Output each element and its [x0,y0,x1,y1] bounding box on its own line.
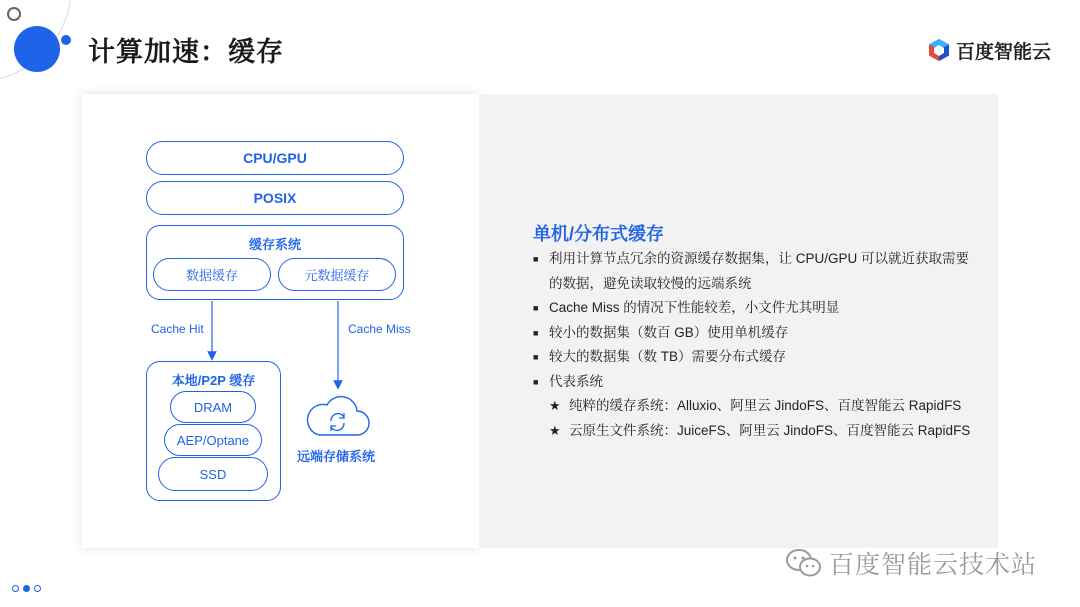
square-bullet-icon: ■ [533,254,539,264]
pager-dot[interactable] [12,585,19,592]
data-cache-pill: 数据缓存 [153,258,271,291]
cpu-gpu-layer: CPU/GPU [146,141,404,175]
local-cache-title: 本地/P2P 缓存 [171,373,256,388]
bullet-item: ■ 较小的数据集（数百 GB）使用单机缓存 [533,321,973,346]
pager-dot[interactable] [34,585,41,592]
sub-list [549,394,973,443]
bullet-list [533,247,973,443]
cache-hit-label: Cache Hit [151,322,204,336]
remote-storage-label: 远端存储系统 [297,449,376,464]
cache-system-title: 缓存系统 [248,237,301,252]
wechat-icon [785,547,823,579]
aep-optane-pill: AEP/Optane [164,424,262,456]
sub-item: ★ 云原生文件系统：JuiceFS、阿里云 JindoFS、百度智能云 RapidFS [549,419,973,444]
posix-layer: POSIX [146,181,404,215]
section-title: 单机/分布式缓存 [533,224,665,244]
dram-pill: DRAM [170,391,256,423]
bullet-item: ■ 利用计算节点冗余的资源缓存数据集，让 CPU/GPU 可以就近获取需要的数据，避免读取较慢的远端系统 [533,247,973,296]
star-icon: ★ [549,422,561,438]
bullet-item: ■ 代表系统 ★ 纯粹的缓存系统：Alluxio、阿里云 JindoFS、百度智能云 RapidFS ★ 云原生文件系统：JuiceFS、阿里云 JindoFS、百度智能云 RapidFS [533,370,973,444]
cloud-sync-icon [301,391,373,441]
sub-item: ★ 纯粹的缓存系统：Alluxio、阿里云 JindoFS、百度智能云 RapidFS [549,394,973,419]
pager-dot-active[interactable] [23,585,30,592]
bullet-item: ■ 较大的数据集（数 TB）需要分布式缓存 [533,345,973,370]
watermark [785,545,1037,581]
metadata-cache-pill: 元数据缓存 [278,258,396,291]
ssd-pill: SSD [158,457,268,491]
square-bullet-icon: ■ [533,352,539,362]
slide-pager [12,585,41,592]
brand-name: 百度智能云 [956,41,1052,63]
star-icon: ★ [549,398,561,413]
page-title: 计算加速：缓存 [88,37,284,67]
cache-miss-label: Cache Miss [348,322,411,336]
square-bullet-icon: ■ [533,327,539,338]
square-bullet-icon: ■ [533,303,539,313]
square-bullet-icon: ■ [533,376,539,387]
bullet-item: ■ Cache Miss 的情况下性能较差，小文件尤其明显 [533,296,973,321]
watermark-text: 百度智能云技术站 [829,551,1038,579]
